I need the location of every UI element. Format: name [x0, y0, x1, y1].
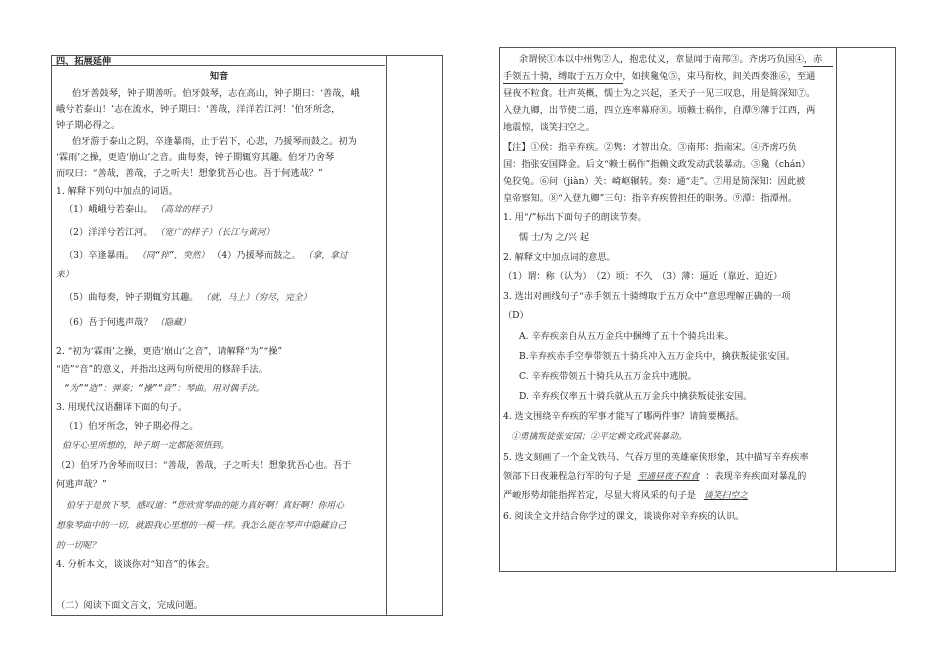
- q5-text: 严峻形势却能指挥若定，尽显大将风采的句子是: [503, 490, 696, 501]
- left-panel-column-divider: [386, 56, 387, 615]
- q3-sentence-1: （1）伯牙所念，钟子期必得之。: [64, 421, 199, 432]
- question-5: 5. 选文刻画了一个金戈铁马、气吞万里的英雄豪侠形象，其中描写辛弃疾率: [503, 452, 809, 463]
- q1-item-answer: （高耸的样子）: [155, 205, 218, 215]
- passage-text: 手领五十骑，缚取于五万众中，如挟毚兔⑤，束马衔枚，间关西奏淮⑥，至通: [503, 71, 816, 82]
- q1-item-answer: （拿，拿过: [303, 251, 348, 261]
- q1-item-text: （4）乃援琴而鼓之。: [212, 250, 301, 261]
- note-line: 兔狡兔。⑥问（jiàn）关：崎岖辗转。奏：通“走”。⑦用是简深知：因此被: [503, 176, 806, 187]
- question-6: 6. 阅读全文并结合你学过的课文，谈谈你对辛弃疾的认识。: [503, 511, 745, 522]
- q1-item-answer: （同“猝”，突然）: [137, 251, 210, 261]
- question-2: “造”“音”的意义，并指出这两句所使用的修辞手法。: [56, 364, 268, 375]
- q3-option-b: B.辛弃疾赤手空拳带领五十骑兵冲入五万金兵中，擒获叛徒张安国。: [519, 351, 796, 362]
- part-two-heading: （二）阅读下面文言文，完成问题。: [56, 600, 203, 611]
- q2-answer: （1）谓：称（认为） （2）顷：不久 （3）薄：逼近（靠近、迫近）: [503, 271, 783, 282]
- q1-item-text: （1）峨峨兮若泰山。: [64, 204, 153, 215]
- q1-item-text: （6）吾于何逃声哉？: [64, 317, 153, 328]
- right-panel-column-divider: [836, 48, 837, 571]
- q2-answer: “为”“造”：弹奏；“操”“音”：琴曲。用对偶手法。: [64, 384, 265, 394]
- question-2: 2. “初为‘霖雨’之操，更造‘崩山’之音”，请解释“为”“操”: [56, 346, 283, 357]
- q3-answer-1: 伯牙心里所想的，钟子期一定都能领悟到。: [62, 441, 230, 451]
- q1-item-answer: （就，马上）（穷尽，完全）: [201, 293, 312, 303]
- question-2: 2. 解释文中加点词的意思。: [503, 252, 616, 263]
- q1-item-6: [64, 317, 191, 329]
- q1-item-answer: （隐藏）: [155, 318, 191, 328]
- passage-underline: [503, 83, 623, 84]
- q3-option-a: A. 辛弃疾亲自从五万金兵中捆缚了五十个骑兵出来。: [519, 331, 734, 342]
- q5-blank-answer-1: 至通昼夜不粒食: [637, 472, 700, 482]
- passage-line: 伯牙善鼓琴，钟子期善听。伯牙鼓琴，志在高山，钟子期曰：‘善哉，峨: [72, 88, 360, 99]
- q1-item-answer: （宽广的样子）（长江与黄河）: [155, 228, 275, 238]
- section-title: 四、拓展延伸: [56, 56, 112, 67]
- passage-underline: [803, 66, 833, 67]
- question-3: 3. 选出对画线句子“赤手领五十骑缚取于五万众中”意思理解正确的一项: [503, 291, 791, 302]
- q1-item-5: [64, 292, 311, 304]
- q1-item-text: （3）卒逢暴雨。: [64, 250, 135, 261]
- passage-line: ‘霖雨’之操，更造‘崩山’之音。曲每奏，钟子期辄穷其趣。伯牙乃舍琴: [56, 152, 335, 163]
- q3-answer-2: 想象琴曲中的一切，就跟我心里想的一模一样。我怎么能在琴声中隐藏自己: [56, 521, 347, 531]
- question-3: 3. 用现代汉语翻译下面的句子。: [56, 402, 188, 413]
- note-line: 国：指张安国降金。后文“赖士祸作”指赖文政发动武装暴动。⑤毚（chán）: [503, 159, 811, 170]
- passage-title: 知音: [209, 71, 229, 82]
- q3-option-c: C. 辛弃疾带领五十骑兵从五万金兵中逃脱。: [519, 371, 697, 382]
- passage-text: 余谓侯①本以中州隽②人，抱忠仗义，章显闻于南邦③。齐虏巧负国④，赤: [519, 54, 823, 65]
- question-5: [503, 490, 756, 502]
- note-line: 【注】①侯：指辛弃疾。②隽：才智出众。③南邦：指南宋。④齐虏巧负: [503, 142, 797, 153]
- q1-item-1: [64, 204, 217, 216]
- passage-line: 钟子期必得之。: [56, 120, 121, 131]
- q3-answer-2: 的一切呢？: [56, 541, 100, 551]
- q5-text: 领部下日夜兼程急行军的句子是: [503, 471, 632, 482]
- passage-line: [503, 71, 815, 83]
- question-5: [503, 471, 806, 483]
- q3-sentence-2: （2）伯牙乃舍琴而叹曰：“善哉，善哉，子之听夫！想象犹吾心也。吾于: [56, 460, 352, 471]
- passage-line: 而叹曰：“善哉，善哉，子之听夫！想象犹吾心也。吾于何逃哉？”: [56, 168, 323, 179]
- question-1: 1. 解释下列句中加点的词语。: [56, 186, 178, 197]
- q5-blank-answer-2: 谈笑扫空之: [703, 491, 748, 501]
- q1-item-text: （2）洋洋兮若江河。: [64, 227, 153, 238]
- q4-answer: ①勇擒叛徒张安国；②平定赖文政武装暴动。: [511, 432, 687, 442]
- q1-item-2: [64, 227, 274, 239]
- q1-item-3-continuation: 来）: [56, 270, 74, 280]
- q3-option-d: D. 辛弃疾仅率五十骑兵就从五万金兵中擒获叛徒张安国。: [519, 391, 753, 402]
- passage-line: 地震惊，谈笑扫空之。: [503, 122, 595, 133]
- question-4: 4. 分析本文，谈谈你对“知音”的体会。: [56, 559, 215, 570]
- note-line: 皇帝察知。⑧“入登九卿”三句：指辛弃疾曾担任的职务。⑨潭：指潭州。: [503, 193, 798, 204]
- passage-line: 伯牙游于泰山之阴，卒逢暴雨，止于岩下，心悲，乃援琴而鼓之。初为: [72, 136, 357, 147]
- question-4: 4. 选文围绕辛弃疾的军事才能写了哪两件事？请简要概括。: [503, 411, 745, 422]
- q1-answer: 懦 士/为 之/兴 起: [519, 232, 590, 243]
- passage-line: 入登九卿，出节使二道，四立连率幕府⑧。顷赖士祸作，自潭⑨薄于江西，两: [503, 105, 816, 116]
- q5-text: ：表现辛弃疾面对暴乱的: [705, 471, 807, 482]
- q1-item-3: [64, 250, 348, 262]
- passage-line: 峨兮若泰山！’志在流水，钟子期曰：‘善哉，洋洋若江河！’伯牙所念，: [56, 104, 341, 115]
- q1-item-text: （5）曲每奏，钟子期辄穷其趣。: [64, 292, 199, 303]
- q3-sentence-2: 何逃声哉？”: [56, 479, 107, 490]
- question-3: （D）: [503, 310, 529, 321]
- passage-line: [519, 54, 822, 66]
- question-1: 1. 用“/”标出下面句子的朗读节奏。: [503, 212, 647, 223]
- passage-line: 昼夜不粒食。壮声英概，懦士为之兴起，圣天子一见三叹息，用是简深知⑦。: [503, 88, 816, 99]
- q3-answer-2: 伯牙于是放下琴，感叹道：“您欣赏琴曲的能力真好啊！真好啊！你用心: [66, 501, 345, 511]
